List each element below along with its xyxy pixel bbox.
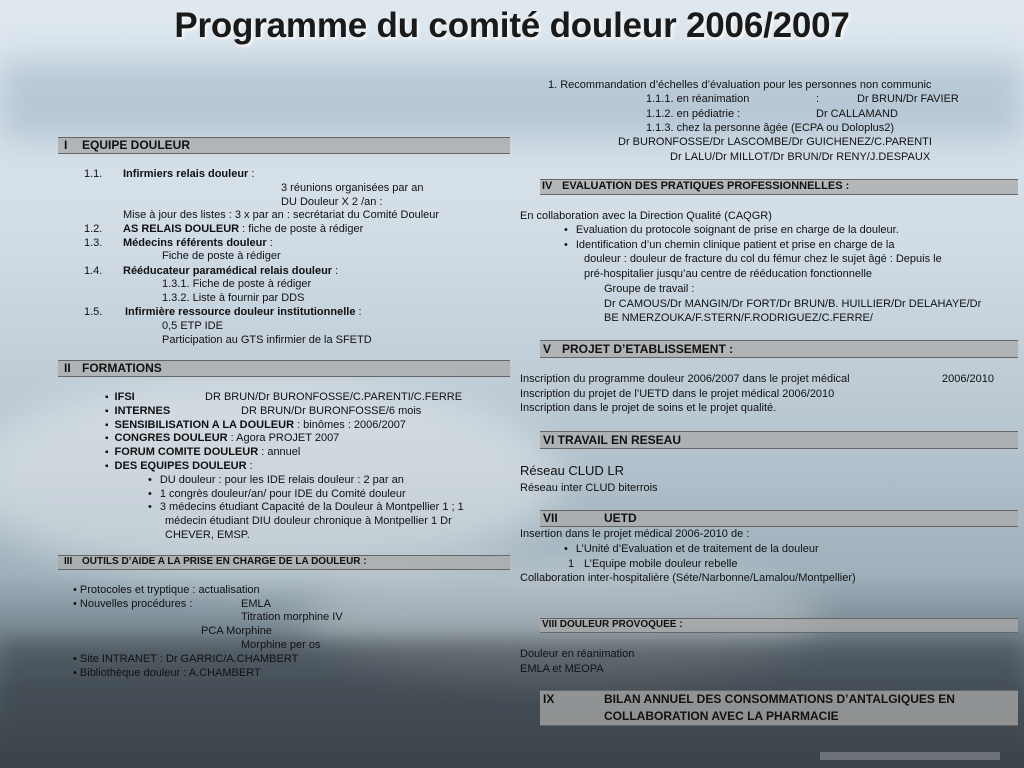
item-label — [123, 222, 363, 236]
item-number: 1.5. — [84, 306, 103, 318]
item-label — [123, 167, 254, 181]
item-label-bold: DES EQUIPES DOULEUR — [114, 460, 247, 472]
list-item — [105, 404, 170, 419]
item-text: DR BRUN/Dr BURONFOSSE/C.PARENTI/C.FERRE — [205, 391, 463, 403]
list-item: • Bibliothèque douleur : A.CHAMBERT — [73, 667, 261, 679]
list-item: • 1 congrès douleur/an/ pour IDE du Comité douleur — [148, 487, 406, 501]
section-title: VI TRAVAIL EN RESEAU — [543, 433, 682, 447]
item-text: médecin étudiant DIU douleur chronique à Montpellier 1 Dr — [165, 515, 452, 527]
item-label-bold: Infirmière ressource douleur institutionnelle — [125, 306, 356, 318]
item-text: douleur : douleur de fracture du col du fémur chez le sujet âgé : Depuis le — [584, 253, 942, 265]
item-text: : Agora PROJET 2007 — [227, 432, 340, 444]
item-text: 0,5 ETP IDE — [162, 320, 223, 332]
item-text: Inscription du programme douleur 2006/2007 dans le projet médical — [520, 373, 850, 385]
item-text: Dr LALU/Dr MILLOT/Dr BRUN/Dr RENY/J.DESPAUX — [670, 151, 931, 163]
item-text: Inscription dans le projet de soins et le projet qualité. — [520, 402, 777, 414]
section-header-douleur-provoquee — [540, 618, 1018, 633]
list-item — [105, 445, 300, 460]
item-text: Inscription du projet de l’UETD dans le projet médical 2006/2010 — [520, 388, 835, 400]
item-text: 2006/2010 — [942, 373, 994, 385]
section-number: V — [543, 342, 552, 356]
item-text: Groupe de travail : — [604, 283, 695, 295]
item-text: Dr BURONFOSSE/Dr LASCOMBE/Dr GUICHENEZ/C.PARENTI — [618, 136, 932, 148]
item-label — [125, 305, 362, 319]
item-text: : binômes : 2006/2007 — [294, 419, 406, 431]
item-label-bold: Rééducateur paramédical relais douleur — [123, 265, 333, 277]
list-item: • Nouvelles procédures : — [73, 598, 193, 610]
list-item: • L’Unité d’Evaluation et de traitement de la douleur — [564, 542, 819, 556]
item-colon: : — [332, 265, 339, 277]
section-number: IX — [543, 692, 555, 706]
item-label-bold: Infirmiers relais douleur — [123, 168, 249, 180]
item-text: Insertion dans le projet médical 2006-2010 de : — [520, 528, 750, 540]
item-text: 1.1.1. en réanimation — [646, 93, 750, 105]
section-title: PROJET D’ETABLISSEMENT : — [562, 342, 734, 356]
item-text: PCA Morphine — [201, 625, 272, 637]
section-number: I — [64, 138, 68, 152]
item-text: DR BRUN/Dr BURONFOSSE/6 mois — [241, 405, 422, 417]
item-label — [123, 264, 338, 278]
list-item: • Identification d’un chemin clinique patient et prise en charge de la — [564, 238, 894, 252]
item-text: En collaboration avec la Direction Qualité (CAQGR) — [520, 210, 772, 222]
item-number: 1.3. — [84, 237, 103, 249]
item-text: 1. Recommandation d’échelles d’évaluation pour les personnes non communic — [548, 79, 932, 91]
item-label-bold: FORUM COMITE DOULEUR — [114, 446, 259, 458]
section-title: FORMATIONS — [82, 361, 162, 375]
item-text: Titration morphine IV — [241, 611, 343, 623]
item-text: Collaboration inter-hospitalière (Séte/Narbonne/Lamalou/Montpellier) — [520, 572, 856, 584]
section-number: VII — [543, 511, 558, 525]
item-text: Dr CAMOUS/Dr MANGIN/Dr FORT/Dr BRUN/B. HUILLIER/Dr DELAHAYE/Dr — [604, 298, 982, 310]
item-text: 1.3.1. Fiche de poste à rédiger — [162, 278, 312, 290]
item-label — [123, 236, 273, 250]
list-item: • Evaluation du protocole soignant de prise en charge de la douleur. — [564, 223, 899, 237]
list-item: • Site INTRANET : Dr GARRIC/A.CHAMBERT — [73, 653, 299, 665]
item-colon: : — [266, 237, 273, 249]
list-item: • 3 médecins étudiant Capacité de la Douleur à Montpellier 1 ; 1 — [148, 500, 464, 514]
item-number: 1.4. — [84, 265, 103, 277]
section-header-reseau — [540, 431, 1018, 449]
list-item — [105, 459, 253, 474]
item-text: : — [246, 460, 253, 472]
section-header-uetd — [540, 510, 1018, 527]
section-number: II — [64, 361, 71, 375]
list-item: • DU douleur : pour les IDE relais douleur : 2 par an — [148, 473, 404, 487]
item-text: Dr CALLAMAND — [816, 108, 898, 120]
item-text: 1.1.3. chez la personne âgée (ECPA ou Doloplus2) — [646, 122, 895, 134]
item-label-bold: INTERNES — [114, 405, 171, 417]
item-text: : fiche de poste à rédiger — [239, 223, 364, 235]
item-text: DU Douleur X 2 /an : — [281, 196, 383, 208]
item-text: BE NMERZOUKA/F.STERN/F.RODRIGUEZ/C.FERRE/ — [604, 312, 873, 324]
item-text: : annuel — [258, 446, 301, 458]
item-colon: : — [355, 306, 362, 318]
section-header-evaluation — [540, 179, 1018, 195]
item-label-bold: IFSI — [114, 391, 135, 403]
item-text: L’Equipe mobile douleur rebelle — [584, 558, 738, 570]
item-text: 1.1.2. en pédiatrie : — [646, 108, 741, 120]
list-item — [105, 431, 339, 446]
item-text: Mise à jour des listes : 3 x par an : secrétariat du Comité Douleur — [123, 209, 440, 221]
item-label-bold: AS RELAIS DOULEUR — [123, 223, 240, 235]
section-title: OUTILS D’AIDE A LA PRISE EN CHARGE DE LA DOULEUR : — [82, 556, 367, 567]
item-label-bold: CONGRES DOULEUR — [114, 432, 228, 444]
section-title: EQUIPE DOULEUR — [82, 138, 191, 152]
item-text: Dr BRUN/Dr FAVIER — [857, 93, 959, 105]
item-text: 1.3.2. Liste à fournir par DDS — [162, 292, 305, 304]
list-item — [105, 390, 135, 405]
item-text: Morphine per os — [241, 639, 321, 651]
item-text: CHEVER, EMSP. — [165, 529, 250, 541]
item-label-bold: SENSIBILISATION A LA DOULEUR — [114, 419, 295, 431]
item-text: Réseau CLUD LR — [520, 463, 625, 478]
item-text: Douleur en réanimation — [520, 648, 635, 660]
item-text: EMLA et MEOPA — [520, 663, 604, 675]
footer-decoration — [820, 752, 1000, 760]
item-text: : — [816, 93, 820, 105]
section-header-bilan — [540, 690, 1018, 726]
section-header-equipe — [58, 137, 510, 154]
section-number: IV — [542, 180, 553, 192]
item-text: 3 réunions organisées par an — [281, 182, 424, 194]
item-colon: : — [248, 168, 255, 180]
section-header-outils — [58, 555, 510, 570]
list-item: • Protocoles et tryptique : actualisation — [73, 584, 260, 596]
item-text: EMLA — [241, 598, 271, 610]
item-text: Réseau inter CLUD biterrois — [520, 482, 658, 494]
item-text: Participation au GTS infirmier de la SFETD — [162, 334, 372, 346]
item-text: pré-hospitalier jusqu’au centre de rééducation fonctionnelle — [584, 268, 873, 280]
item-label-bold: Médecins référents douleur — [123, 237, 267, 249]
section-title: EVALUATION DES PRATIQUES PROFESSIONNELLES : — [562, 180, 850, 192]
section-header-projet — [540, 340, 1018, 358]
section-number: III — [64, 556, 73, 567]
item-number: 1.1. — [84, 168, 103, 180]
item-number: 1 — [568, 558, 575, 570]
section-title: UETD — [604, 511, 637, 525]
page-title: Programme du comité douleur 2006/2007 — [174, 6, 850, 45]
section-title: VIII DOULEUR PROVOQUEE : — [542, 619, 683, 630]
item-number: 1.2. — [84, 223, 103, 235]
section-title: COLLABORATION AVEC LA PHARMACIE — [604, 709, 839, 723]
section-header-formations — [58, 360, 510, 377]
section-title: BILAN ANNUEL DES CONSOMMATIONS D’ANTALGIQUES EN — [604, 692, 955, 706]
item-text: Fiche de poste à rédiger — [162, 250, 281, 262]
